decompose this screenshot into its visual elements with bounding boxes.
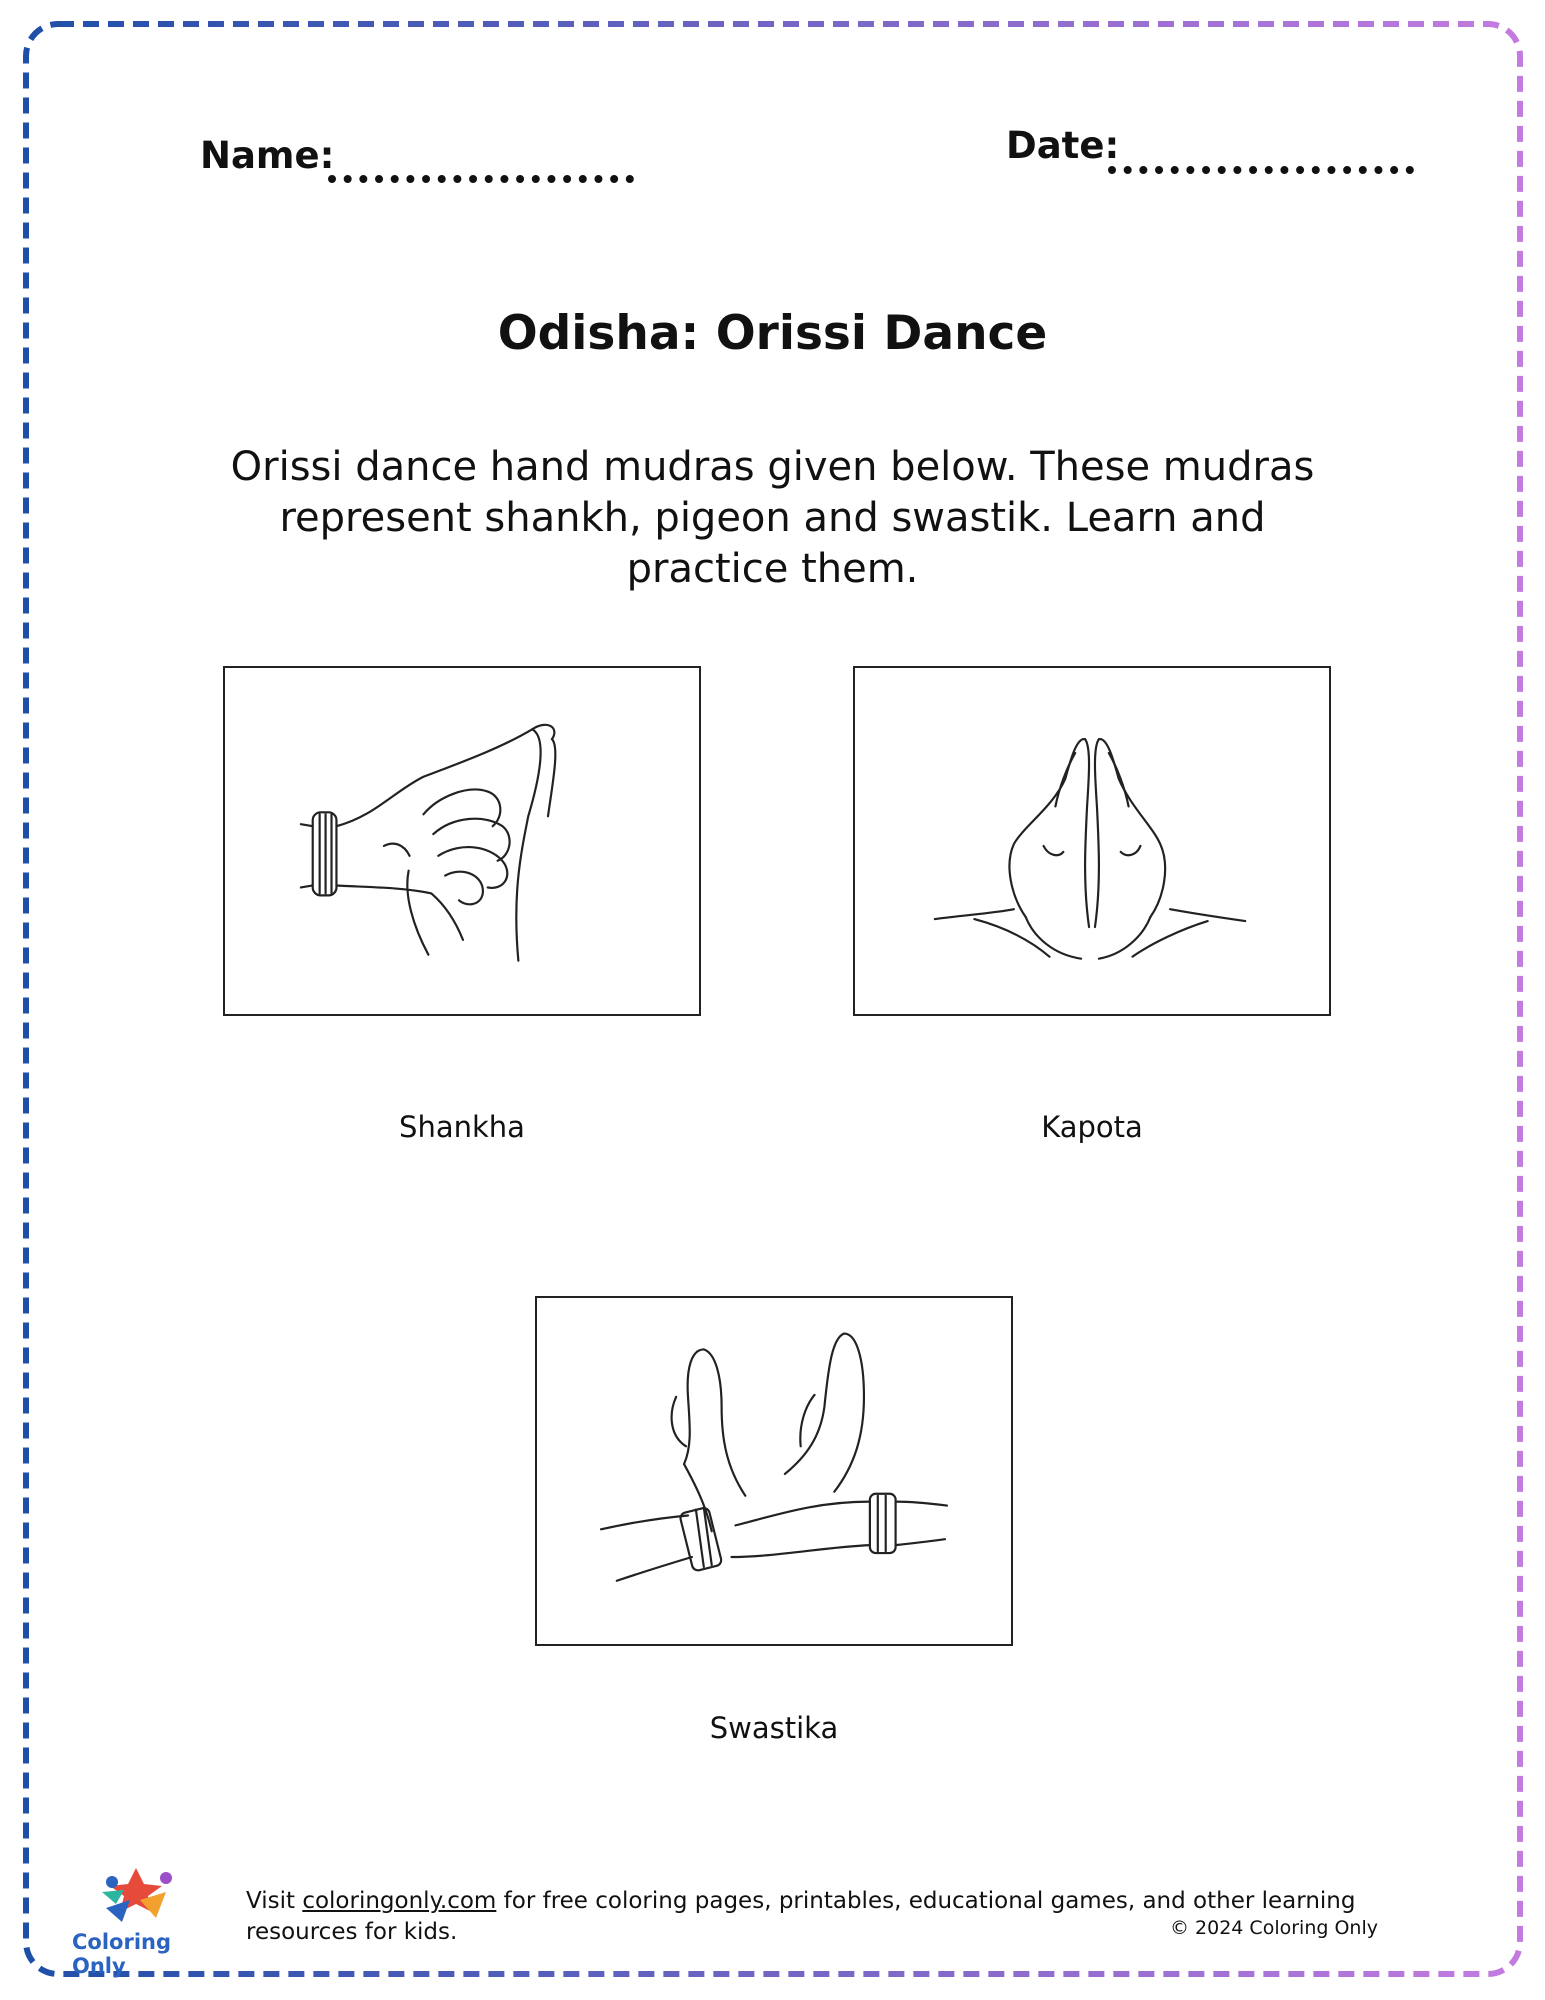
copyright: © 2024 Coloring Only [1170, 1917, 1378, 1939]
intro-paragraph: Orissi dance hand mudras given below. These mudras represent shankh, pigeon and swastik. Learn and practice them. [230, 444, 1315, 592]
shankha-caption: Shankha [399, 1110, 525, 1144]
coloring-only-logo[interactable] [66, 1860, 216, 1978]
shankha-mudra-drawing [225, 668, 699, 1014]
swastika-caption: Swastika [709, 1711, 839, 1745]
logo-icon [66, 1860, 216, 1930]
swastika-card [535, 1296, 1013, 1646]
name-line[interactable] [328, 175, 634, 183]
footer-rest: for free coloring pages, printables, educational games, and other learning resources for kids. [246, 1888, 1356, 1945]
shankha-card [223, 666, 701, 1016]
swastika-mudra-drawing [537, 1298, 1011, 1644]
date-field[interactable] [1006, 124, 1119, 167]
logo-text: Coloring Only [72, 1930, 172, 1978]
kapota-mudra-drawing [855, 668, 1329, 1014]
page-title: Odisha: Orissi Dance [497, 306, 1048, 361]
date-label: Date: [1006, 124, 1120, 167]
kapota-card [853, 666, 1331, 1016]
date-line[interactable] [1108, 166, 1414, 174]
footer-link[interactable]: coloringonly.com [302, 1888, 497, 1914]
name-field[interactable] [200, 134, 334, 177]
footer-visit: Visit [246, 1888, 303, 1914]
kapota-caption: Kapota [1041, 1110, 1143, 1144]
name-label: Name: [200, 134, 335, 177]
